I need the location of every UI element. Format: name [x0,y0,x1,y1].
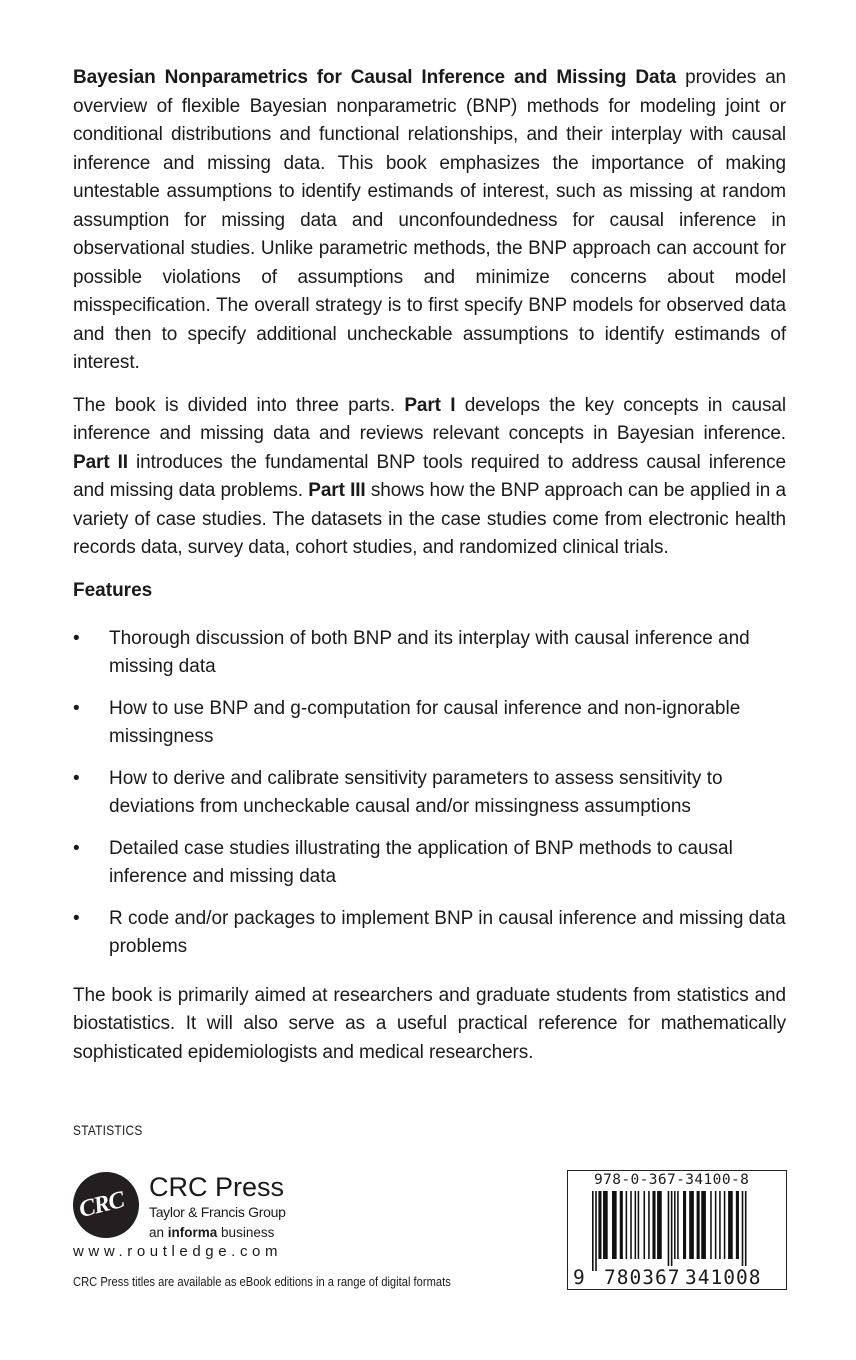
barcode-bar [652,1191,655,1259]
book-title: Bayesian Nonparametrics for Causal Inference and Missing Data [73,67,677,88]
feature-item [73,765,786,822]
feature-text: R code and/or packages to implement BNP in causal inference and missing data problems [109,907,786,957]
crc-logo-text: CRC [76,1186,127,1224]
bullet-icon: • [73,697,80,719]
part2-label: Part II [73,451,128,473]
informa-brand: informa [167,1225,218,1240]
intro-text: provides an overview of flexible Bayesian nonparametric (BNP) methods for modeling joint or conditional distributions and functional relationships, and their interplay with causal inference and missing data. This book emphasizes the importance of making untestable assumptions to identify estimands of interest, such as missing at random assumption for missing data and unconfoundedness for causal inference in observational studies. Unlike parametric methods, the BNP approach can account for possible violations of assumptions and minimize concerns about model misspecification. The overall strategy is to first specify BNP models for observed data and then to specify additional uncheckable assumptions to identify estimands of interest. [73,67,787,373]
isbn-barcode [567,1170,787,1290]
barcode-bars [592,1191,778,1271]
crc-logo-icon [73,1172,139,1238]
barcode-bar [638,1191,640,1259]
barcode-bar [598,1191,601,1259]
barcode-bar [674,1191,676,1259]
feature-text: How to derive and calibrate sensitivity parameters to assess sensitivity to deviations from uncheckable causal and/or missingness assumptions [109,767,723,817]
barcode-bar [635,1191,637,1259]
publisher-name: CRC Press [149,1172,285,1202]
informa-prefix: an [149,1225,168,1240]
barcode-bar [683,1191,686,1259]
part3-label: Part III [308,480,366,501]
barcode-bar [592,1191,594,1271]
barcode-bar [657,1191,662,1259]
closing-paragraph: The book is primarily aimed at researchers and graduate students from statistics and biostatistics. It will also serve as a useful practical reference for mathematically sophisticated epidemiologists and medical researchers. [73,984,786,1063]
feature-item [73,625,786,682]
bullet-icon: • [73,627,80,649]
barcode-bar [710,1191,712,1259]
barcode-digits-group2: 341008 [685,1266,762,1289]
barcode-bar [697,1191,700,1259]
part1-text: develops the key concepts in causal inference and missing data and reviews relevant concepts in Bayesian inference. [73,394,786,444]
barcode-bar [630,1191,632,1259]
parts-paragraph [73,392,786,563]
barcode-bar [668,1191,670,1271]
barcode-digit-first: 9 [573,1266,585,1289]
barcode-bar [719,1191,721,1259]
barcode-bar [689,1191,694,1259]
barcode-bar [595,1191,597,1271]
barcode-bar [715,1191,717,1259]
isbn-text: 978-0-367-34100-8 [594,1172,750,1188]
back-cover-text [73,64,786,1081]
bullet-icon: • [73,907,80,929]
feature-text: Detailed case studies illustrating the application of BNP methods to causal inference and missing data [109,837,733,887]
publisher-url[interactable]: www.routledge.com [73,1243,283,1260]
feature-item [73,695,786,752]
feature-text: Thorough discussion of both BNP and its interplay with causal inference and missing data [109,627,750,677]
bullet-icon: • [73,767,80,789]
barcode-bar [736,1191,739,1259]
barcode-bar [626,1191,628,1259]
barcode-bar [745,1191,747,1271]
barcode-bar [701,1191,706,1259]
bullet-icon: • [73,837,80,859]
feature-item [73,905,786,962]
features-list [73,625,786,962]
part2-text: introduces the fundamental BNP tools required to address causal inference and missing data problems. [73,451,786,501]
barcode-bar [620,1191,623,1259]
informa-suffix: business [217,1225,275,1240]
barcode-bar [724,1191,726,1259]
part3-text: shows how the BNP approach can be applied in a variety of case studies. The datasets in the case studies come from electronic health records data, survey data, cohort studies, and randomized clinical trials. [73,480,786,558]
barcode-bar [728,1191,733,1259]
part1-label: Part I [404,394,456,416]
barcode-bar [644,1191,646,1259]
barcode-digits-group1: 780367 [604,1266,681,1289]
feature-item [73,835,786,892]
parts-lead: The book is divided into three parts. [73,394,405,416]
barcode-bar [612,1191,617,1259]
barcode-bar [671,1191,673,1271]
barcode-bar [603,1191,608,1259]
intro-paragraph [73,64,786,378]
barcode-bar [742,1191,744,1271]
informa-tagline [149,1225,274,1240]
feature-text: How to use BNP and g-computation for causal inference and non-ignorable missingness [109,697,741,747]
features-heading: Features [73,579,153,601]
publisher-group: Taylor & Francis Group [149,1204,286,1220]
category-label: STATISTICS [73,1122,143,1138]
barcode-bar [648,1191,650,1259]
ebook-note: CRC Press titles are available as eBook editions in a range of digital formats [73,1274,451,1289]
barcode-bar [677,1191,679,1259]
